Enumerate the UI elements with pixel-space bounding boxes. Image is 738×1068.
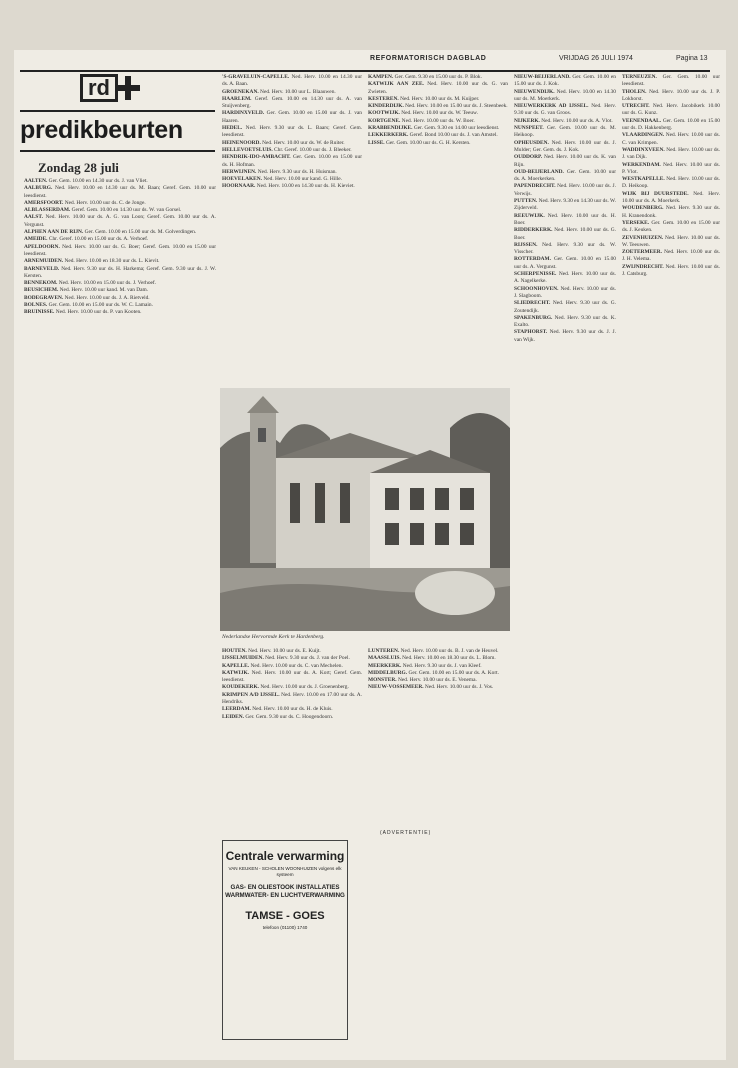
service-listing [368, 132, 508, 139]
church-illustration [220, 388, 510, 631]
place-name: HENDRIK-IDO-AMBACHT. [222, 154, 293, 161]
service-listing [514, 271, 616, 286]
service-details: Ger. Gem. 10.00 en 15.00 uur ds. J. van Haaren. [222, 110, 362, 124]
service-details: Ned. Herv. 10.00 uur ds. A. Vlot. [541, 117, 613, 124]
service-listing [514, 74, 616, 89]
service-listing [514, 300, 616, 315]
top-rule [20, 70, 710, 72]
service-details: Geref. Gem. 10.00 en 14.30 uur ds. A. van Stuijvenberg. [222, 95, 362, 110]
place-name: SCHOONHOVEN. [514, 285, 561, 292]
service-listing [222, 89, 362, 96]
place-name: KRIMPEN A/D IJSSEL. [222, 691, 282, 698]
service-details: Ned. Herv. 9.30 en 14.30 uur ds. W. Zijderveld. [514, 198, 616, 212]
service-details: Ger. Gem. 9.30 uur ds. C. Hoogendoorn. [245, 713, 334, 720]
place-name: KAMPEN. [368, 74, 395, 80]
place-name: OPHEUSDEN. [514, 139, 552, 146]
place-name: APELDOORN. [24, 243, 63, 250]
place-name: BOLNES. [24, 302, 49, 309]
service-details: Ned. Herv. 10.00 en 14.30 uur ds. M. Moerkerk. [514, 88, 616, 102]
service-listing [514, 169, 616, 184]
place-name: WOUDENBERG. [622, 205, 666, 212]
place-name: OUDDORP. [514, 154, 545, 161]
service-listing [24, 309, 216, 316]
place-name: BEUSICHEM. [24, 287, 60, 294]
place-name: SLIEDRECHT. [514, 300, 553, 307]
place-name: HELLEVOETSLUIS. [222, 146, 275, 153]
service-details: Ned. Herv. 10.00 uur ds. J. Verwijs. [514, 183, 616, 197]
service-listing [514, 315, 616, 330]
issue-date: VRIJDAG 26 JULI 1974 [559, 55, 633, 62]
service-details: Ger. Gem. 10.00 en 15.00 uur ds. A. Kort. [408, 669, 500, 676]
service-listing [622, 103, 720, 118]
service-listing [368, 96, 508, 103]
service-details: Ned. Herv. 10.00 uur ds. B. J. van de Heuvel. [400, 648, 499, 654]
service-details: Chr. Geref. 10.00 en 15.00 uur ds. A. Verhoef. [48, 236, 149, 243]
place-name: KESTEREN. [368, 95, 401, 102]
service-listing [222, 176, 362, 183]
service-details: Ned. Herv. 10.00 uur ds. G. Boer. [514, 227, 616, 241]
photo-caption: Nederlandse Hervormde Kerk te Hardenberg. [222, 634, 325, 640]
service-listing [222, 684, 362, 691]
service-listing [514, 213, 616, 228]
service-details: Ned. Herv. 10.00 uur ds. G. Boer; Geref. Gem. 10.00 en 15.00 uur leesdienst. [24, 243, 216, 257]
service-listing [24, 280, 216, 287]
listing-column-2-lower [222, 648, 362, 826]
service-listing [222, 183, 362, 190]
place-name: 'S-GRAVELUIN-CAPELLE. [222, 74, 292, 80]
place-name: NUNSPEET. [514, 125, 547, 132]
service-details: Ned. Herv. 10.00 uur ds. D. Heikoop. [622, 176, 720, 190]
service-listing [222, 655, 362, 662]
title-rule-bottom [20, 150, 215, 152]
advert-subline: VAN KEUKEN - SCHOLEN WOONHUIZEN volgens elk systeem [228, 866, 342, 877]
place-name: STAPHORST. [514, 329, 550, 336]
service-details: Ned. Herv. 10.00 uur ds. A. G. van Loon; Geref. Gem. 10.00 uur ds. A. Vergunst. [24, 214, 216, 228]
place-name: KORTGENE. [368, 117, 402, 124]
logo-text: rd [80, 74, 118, 102]
advert-heading: Centrale verwarming [225, 849, 345, 863]
service-details: Ned. Herv. 10.00 uur ds. J. van Dijk. [622, 146, 720, 161]
service-listing [622, 220, 720, 235]
service-details: Ned. Herv. 10.00 uur ds. C. van Krimpen. [622, 132, 720, 146]
advert-label: (ADVERTENTIE) [380, 830, 432, 836]
service-listing [24, 185, 216, 200]
running-header [14, 50, 726, 70]
service-details: Ned. Herv. 10.00 uur ds. H. Boer. [514, 212, 616, 226]
listing-column-2 [222, 74, 362, 384]
service-listing [622, 162, 720, 177]
listing-column-3 [368, 74, 508, 384]
place-name: BARNEVELD. [24, 265, 62, 272]
service-listing [622, 191, 720, 206]
service-details: Ger. Gem. 10.00 en 15.00 uur ds. W. C. Lamain. [48, 302, 153, 309]
place-name: REEUWIJK. [514, 212, 548, 219]
place-name: NIEUW-BEIJERLAND. [514, 74, 573, 80]
service-listing [24, 287, 216, 294]
place-name: KAPELLE. [222, 662, 251, 669]
service-listing [368, 677, 508, 684]
service-details: Ned. Herv. 9.30 uur ds. J. van Kleef. [402, 662, 482, 669]
place-name: MIDDELBURG. [368, 669, 409, 676]
service-details: Ned. Herv. 10.00 uur ds. C. van Mechelen. [250, 662, 343, 669]
service-listing [622, 74, 720, 89]
place-name: HOORNAAR. [222, 183, 257, 190]
service-details: Ger. Gem. 10.00 uur ds. A. Moerkerken. [514, 168, 616, 183]
place-name: TERNEUZEN. [622, 74, 663, 80]
service-details: Ned. Herv. 10.00 en 15.00 uur ds. J. Verhoef. [58, 280, 157, 287]
service-details: Ned. Herv. 10.00 uur L. Blaauwen. [260, 88, 336, 95]
service-details: Ger. Gem. 10.00 en 14.30 uur ds. J. van Vliet. [48, 178, 148, 184]
page-number: Pagina 13 [676, 55, 708, 62]
service-listing [368, 110, 508, 117]
place-name: LUNTEREN. [368, 648, 401, 654]
place-name: AALST. [24, 214, 46, 221]
place-name: WADDINXVEEN. [622, 146, 667, 153]
service-details: Ned. Herv. 10.00 uur ds. A. Nagelkerke. [514, 271, 616, 285]
service-details: Ger. Gem. 10.00 uur leesdienst. [622, 74, 720, 88]
place-name: KOOTWIJK. [368, 110, 402, 117]
date-subheading: Zondag 28 juli [38, 160, 119, 175]
service-listing [368, 670, 508, 677]
service-details: Ned. Herv. 10.00 uur ds. A. Kort; Geref. Gem. leesdienst. [222, 669, 362, 684]
service-listing [368, 81, 508, 96]
service-details: Ger. Gem. 10.00 uur ds. M. Heikoop. [514, 125, 616, 139]
place-name: ZOETERMEER. [622, 249, 665, 256]
service-details: Ned. Herv. 10.00 uur ds. W. Teeuw. [401, 110, 478, 117]
place-name: KRABBENDIJKE. [368, 125, 414, 132]
listing-column-4 [514, 74, 616, 1049]
place-name: THOLEN. [622, 88, 650, 95]
place-name: KATWIJK. [222, 669, 252, 676]
place-name: NIEUW-VOSSEMEER. [368, 684, 425, 691]
place-name: YERSEKE. [622, 219, 652, 226]
place-name: AMERSFOORT. [24, 199, 65, 206]
place-name: WIJK BIJ DUURSTEDE. [622, 190, 694, 197]
place-name: NIJKERK. [514, 117, 542, 124]
service-listing [622, 118, 720, 133]
place-name: LEIDEN. [222, 713, 246, 720]
place-name: BENNEKOM. [24, 280, 59, 287]
place-name: KOUDEKERK. [222, 684, 261, 691]
service-listing [222, 74, 362, 89]
service-listing [368, 648, 508, 655]
service-listing [514, 154, 616, 169]
service-listing [222, 96, 362, 111]
service-details: Ned. Herv. 10.00 uur ds. P. Vlot. [622, 161, 720, 175]
service-listing [368, 103, 508, 110]
service-details: Ned. Herv. 10.00 en 14.30 uur ds. M. Baan; Geref. Gem. 10.00 uur leesdienst. [24, 185, 216, 199]
service-details: Ned. Herv. 10.00 uur kand. M. van Dam. [59, 287, 149, 294]
title-rule-top [20, 110, 215, 112]
service-details: Ned. Herv. 10.00 uur ds. H. de Kluis. [252, 706, 333, 713]
service-listing [514, 118, 616, 125]
place-name: HOEVELAKEN. [222, 176, 264, 183]
service-details: Chr. Geref. 10.00 uur ds. J. Bleeker. [274, 146, 352, 153]
service-listing [514, 103, 616, 118]
place-name: RIJSSEN. [514, 241, 543, 248]
service-listing [368, 655, 508, 662]
service-listing [622, 89, 720, 104]
place-name: WESTKAPELLE. [622, 176, 667, 183]
service-details: Ned. Herv. 9.30 uur ds. J. van der Poel. [265, 655, 350, 662]
place-name: VLAARDINGEN. [622, 132, 666, 139]
place-name: MONSTER. [368, 677, 398, 684]
place-name: AALBURG. [24, 185, 56, 192]
service-details: Ned. Herv. 10.00 uur ds. E. Venema. [397, 677, 477, 684]
advert-services: GAS- EN OLIESTOOK INSTALLATIES WARMWATER- EN LUCHTVERWARMING [225, 884, 345, 899]
service-details: Ned. Herv. 10.00 uur ds. M. Kuijper. [400, 95, 480, 102]
service-listing [222, 663, 362, 670]
service-details: Ned. Herv. 10.00 uur kand. G. Hille. [263, 176, 343, 183]
service-details: Ned. Herv. 9.30 uur ds. H. Huisman. [257, 168, 337, 175]
place-name: BODEGRAVEN. [24, 294, 65, 301]
service-listing [222, 140, 362, 147]
service-listing [514, 242, 616, 257]
place-name: PAPENDRECHT. [514, 183, 558, 190]
place-name: HEDEL. [222, 125, 246, 132]
heating-advertisement [222, 840, 348, 1040]
service-details: Ned. Herv. 10.00 uur ds. K. van Rijn. [514, 154, 616, 168]
service-listing [622, 176, 720, 191]
service-listing [222, 110, 362, 125]
service-details: Ned. Herv. 10.00 uur ds. W. Boer. [401, 117, 475, 124]
service-listing [622, 264, 720, 279]
service-listing [222, 125, 362, 140]
service-details: Ned. Herv. 10.00 uur ds. J. Groenenberg. [260, 684, 349, 691]
place-name: ROTTERDAM. [514, 256, 554, 263]
service-details: Ned. Herv. 10.00 en 18.30 uur ds. L. Blom. [402, 655, 496, 662]
service-listing [222, 692, 362, 707]
logo-plus-vertical [125, 76, 131, 100]
service-details: Ned. Herv. 9.30 uur ds. J. J. van Wijk. [514, 329, 616, 343]
service-listing [222, 154, 362, 169]
place-name: NIEUWERKERK AD IJSSEL. [514, 103, 592, 110]
place-name: SPAKENBURG. [514, 314, 555, 321]
page-title: predikbeurten [20, 116, 183, 144]
service-details: Ger. Gem. 10.00 en 15.00 uur ds. M. Golverdingen. [84, 229, 197, 236]
place-name: OUD-BEIJERLAND. [514, 168, 567, 175]
newspaper-name: REFORMATORISCH DAGBLAD [370, 55, 487, 62]
service-details: Ned. Herv. 10.00 uur ds. J. A. Rietveld. [64, 294, 150, 301]
service-listing [622, 132, 720, 147]
service-details: Ger. Gem. 10.00 en 15.00 uur ds. H. Hofman. [222, 154, 362, 168]
service-listing [622, 249, 720, 264]
service-listing [514, 140, 616, 155]
place-name: HERWIJNEN. [222, 168, 258, 175]
service-details: Ned. Herv. 10.00 uur ds. J. P. Lokhorst. [622, 88, 720, 102]
church-photo [220, 388, 510, 631]
place-name: VEENENDAAL. [622, 117, 663, 124]
service-details: Geref. Bond 10.00 uur ds. J. van Amstel. [409, 132, 498, 139]
service-listing [368, 118, 508, 125]
service-details: Ned. Herv. 10.00 en 14.30 uur ds. H. Kieviet. [256, 183, 355, 190]
place-name: MAASSLUIS. [368, 655, 403, 662]
service-details: Ned. Herv. 9.30 uur ds. G. van Groos. [514, 103, 616, 117]
place-name: BRUINISSE. [24, 309, 56, 316]
service-details: Ned. Herv. 10.00 uur ds. P. van Kooten. [55, 309, 142, 316]
place-name: HOUTEN. [222, 648, 249, 654]
listing-column-3-lower [368, 648, 508, 1048]
service-details: Ned. Herv. 10.00 uur ds. J. H. Velema. [622, 249, 720, 263]
service-details: Ned. Herv. 10.00 uur ds. J. Slagboom. [514, 285, 616, 299]
service-listing [514, 89, 616, 104]
service-listing [222, 670, 362, 685]
service-listing [24, 258, 216, 265]
listing-column-1 [24, 178, 216, 1053]
service-details: Ned. Herv. 10.00 uur ds. C. de Jonge. [64, 199, 146, 206]
place-name: GROENEKAN. [222, 88, 261, 95]
service-listing [24, 266, 216, 281]
place-name: SCHERPENISSE. [514, 271, 559, 278]
place-name: LEKKERKERK. [368, 132, 410, 139]
service-details: Ger. Gem. 9.30 en 15.00 uur ds. P. Blok. [394, 74, 482, 80]
service-listing [622, 235, 720, 250]
place-name: PUTTEN. [514, 198, 539, 205]
service-listing [24, 236, 216, 243]
place-name: KATWIJK AAN ZEE. [368, 81, 428, 88]
place-name: KINDERDIJK. [368, 103, 406, 110]
place-name: ALBLASSERDAM. [24, 207, 72, 214]
service-details: Ned. Herv. 10.00 uur ds. J. Vos. [424, 684, 494, 691]
place-name: WERKENDAM. [622, 161, 664, 168]
place-name: ARNEMUIDEN. [24, 258, 65, 265]
place-name: HEINENOORD. [222, 139, 263, 146]
listing-column-5 [622, 74, 720, 1049]
service-details: Ned. Herv. 10.00 en 18.30 uur ds. L. Kievit. [64, 258, 160, 265]
place-name: HAARLEM. [222, 95, 255, 102]
service-listing [514, 227, 616, 242]
place-name: UTRECHT. [622, 103, 653, 110]
service-listing [222, 169, 362, 176]
service-details: Ned. Herv. 10.00 uur ds. J. Mulder; Ger. Gem. ds. J. Kok. [514, 139, 616, 153]
service-details: Ned. Herv. 9.30 uur ds. H. Kranendonk. [622, 205, 720, 219]
service-details: Ned. Herv. 10.00 uur ds. J. Catsburg. [622, 263, 720, 278]
service-listing [514, 198, 616, 213]
place-name: LISSE. [368, 139, 386, 146]
service-listing [222, 648, 362, 655]
service-listing [368, 140, 508, 147]
advert-company: TAMSE - GOES [245, 910, 325, 922]
service-listing [222, 714, 362, 721]
place-name: ZWIJNDRECHT. [622, 263, 666, 270]
place-name: HARDINXVELD. [222, 110, 267, 117]
place-name: RIDDERKERK. [514, 227, 555, 234]
service-details: Ned. Herv. 9.30 uur ds. G. Zoutendijk. [514, 300, 616, 314]
service-details: Ned. Herv. 10.00 uur ds. A. Moerkerk. [622, 190, 720, 205]
service-listing [222, 147, 362, 154]
place-name: LEERDAM. [222, 706, 253, 713]
service-details: Ned. Herv. 10.00 uur ds. W. de Ruiter. [262, 139, 345, 146]
service-listing [24, 214, 216, 229]
service-listing [222, 706, 362, 713]
service-listing [514, 125, 616, 140]
service-details: Geref. Gem. 10.00 en 14.30 uur ds. W. van Gorsel. [71, 207, 182, 214]
advert-phone: telefoon (01100) 1740 [262, 925, 308, 930]
service-details: Ger. Gem. 10.00 en 15.00 uur ds. J. Keuken. [622, 219, 720, 234]
service-listing [368, 684, 508, 691]
service-details: Ger. Gem. 10.00 en 15.00 uur ds. A. Vergunst. [514, 256, 616, 270]
place-name: ALPHEN AAN DE RIJN. [24, 229, 85, 236]
service-details: Ger. Gem. 10.00 en 15.00 uur ds. D. Hakkenberg. [622, 117, 720, 132]
service-listing [622, 205, 720, 220]
service-details: Ned. Herv. 10.00 en 15.00 uur ds. J. Steenbeek. [405, 103, 508, 110]
place-name: IJSSELMUIDEN. [222, 655, 266, 662]
service-details: Ned. Herv. 10.00 uur ds. E. Kuijt. [248, 648, 321, 654]
service-details: Ned. Herv. Jacobikerk 10.00 uur ds. G. Kunz. [622, 103, 720, 117]
service-details: Ger. Gem. 10.00 uur ds. G. H. Kersten. [385, 139, 471, 146]
service-listing [514, 183, 616, 198]
service-details: Ned. Herv. 9.30 uur ds. L. Baars; Geref. Gem. leesdienst. [222, 125, 362, 139]
service-listing [514, 286, 616, 301]
place-name: AALTEN. [24, 178, 49, 184]
service-listing [514, 256, 616, 271]
service-listing [514, 329, 616, 344]
service-details: Ned. Herv. 10.00 en 14.30 uur ds. A. Baan. [222, 74, 362, 88]
service-details: Ned. Herv. 10.00 uur ds. G. van Zwieten. [368, 81, 508, 95]
service-details: Ned. Herv. 10.00 uur ds. W. Teeuwen. [622, 234, 720, 248]
place-name: AMEIDE. [24, 236, 49, 243]
service-listing [24, 244, 216, 259]
service-details: Ned. Herv. 9.30 uur ds. W. Visscher. [514, 241, 616, 256]
place-name: NIEUWENDIJK. [514, 88, 557, 95]
service-details: Ned. Herv. 9.30 uur ds. K. Exalto. [514, 314, 616, 329]
service-details: Ger. Gem. 9.30 en 14.00 uur leesdienst. [413, 125, 500, 132]
service-listing [24, 302, 216, 309]
service-listing [368, 74, 508, 81]
place-name: ZEVENHUIZEN. [622, 234, 666, 241]
service-listing [368, 663, 508, 670]
rd-logo [80, 74, 142, 108]
service-details: Ned. Herv. 10.00 en 17.00 uur ds. A. Hendriks. [222, 691, 362, 706]
place-name: MEERKERK. [368, 662, 403, 669]
service-details: Ned. Herv. 9.30 uur ds. H. Harkema; Geref. Gem. 9.30 uur ds. J. W. Kersten. [24, 265, 216, 279]
service-details: Ger. Gem. 10.00 en 15.00 uur ds. J. Kok. [514, 74, 616, 88]
service-listing [24, 295, 216, 302]
service-listing [622, 147, 720, 162]
